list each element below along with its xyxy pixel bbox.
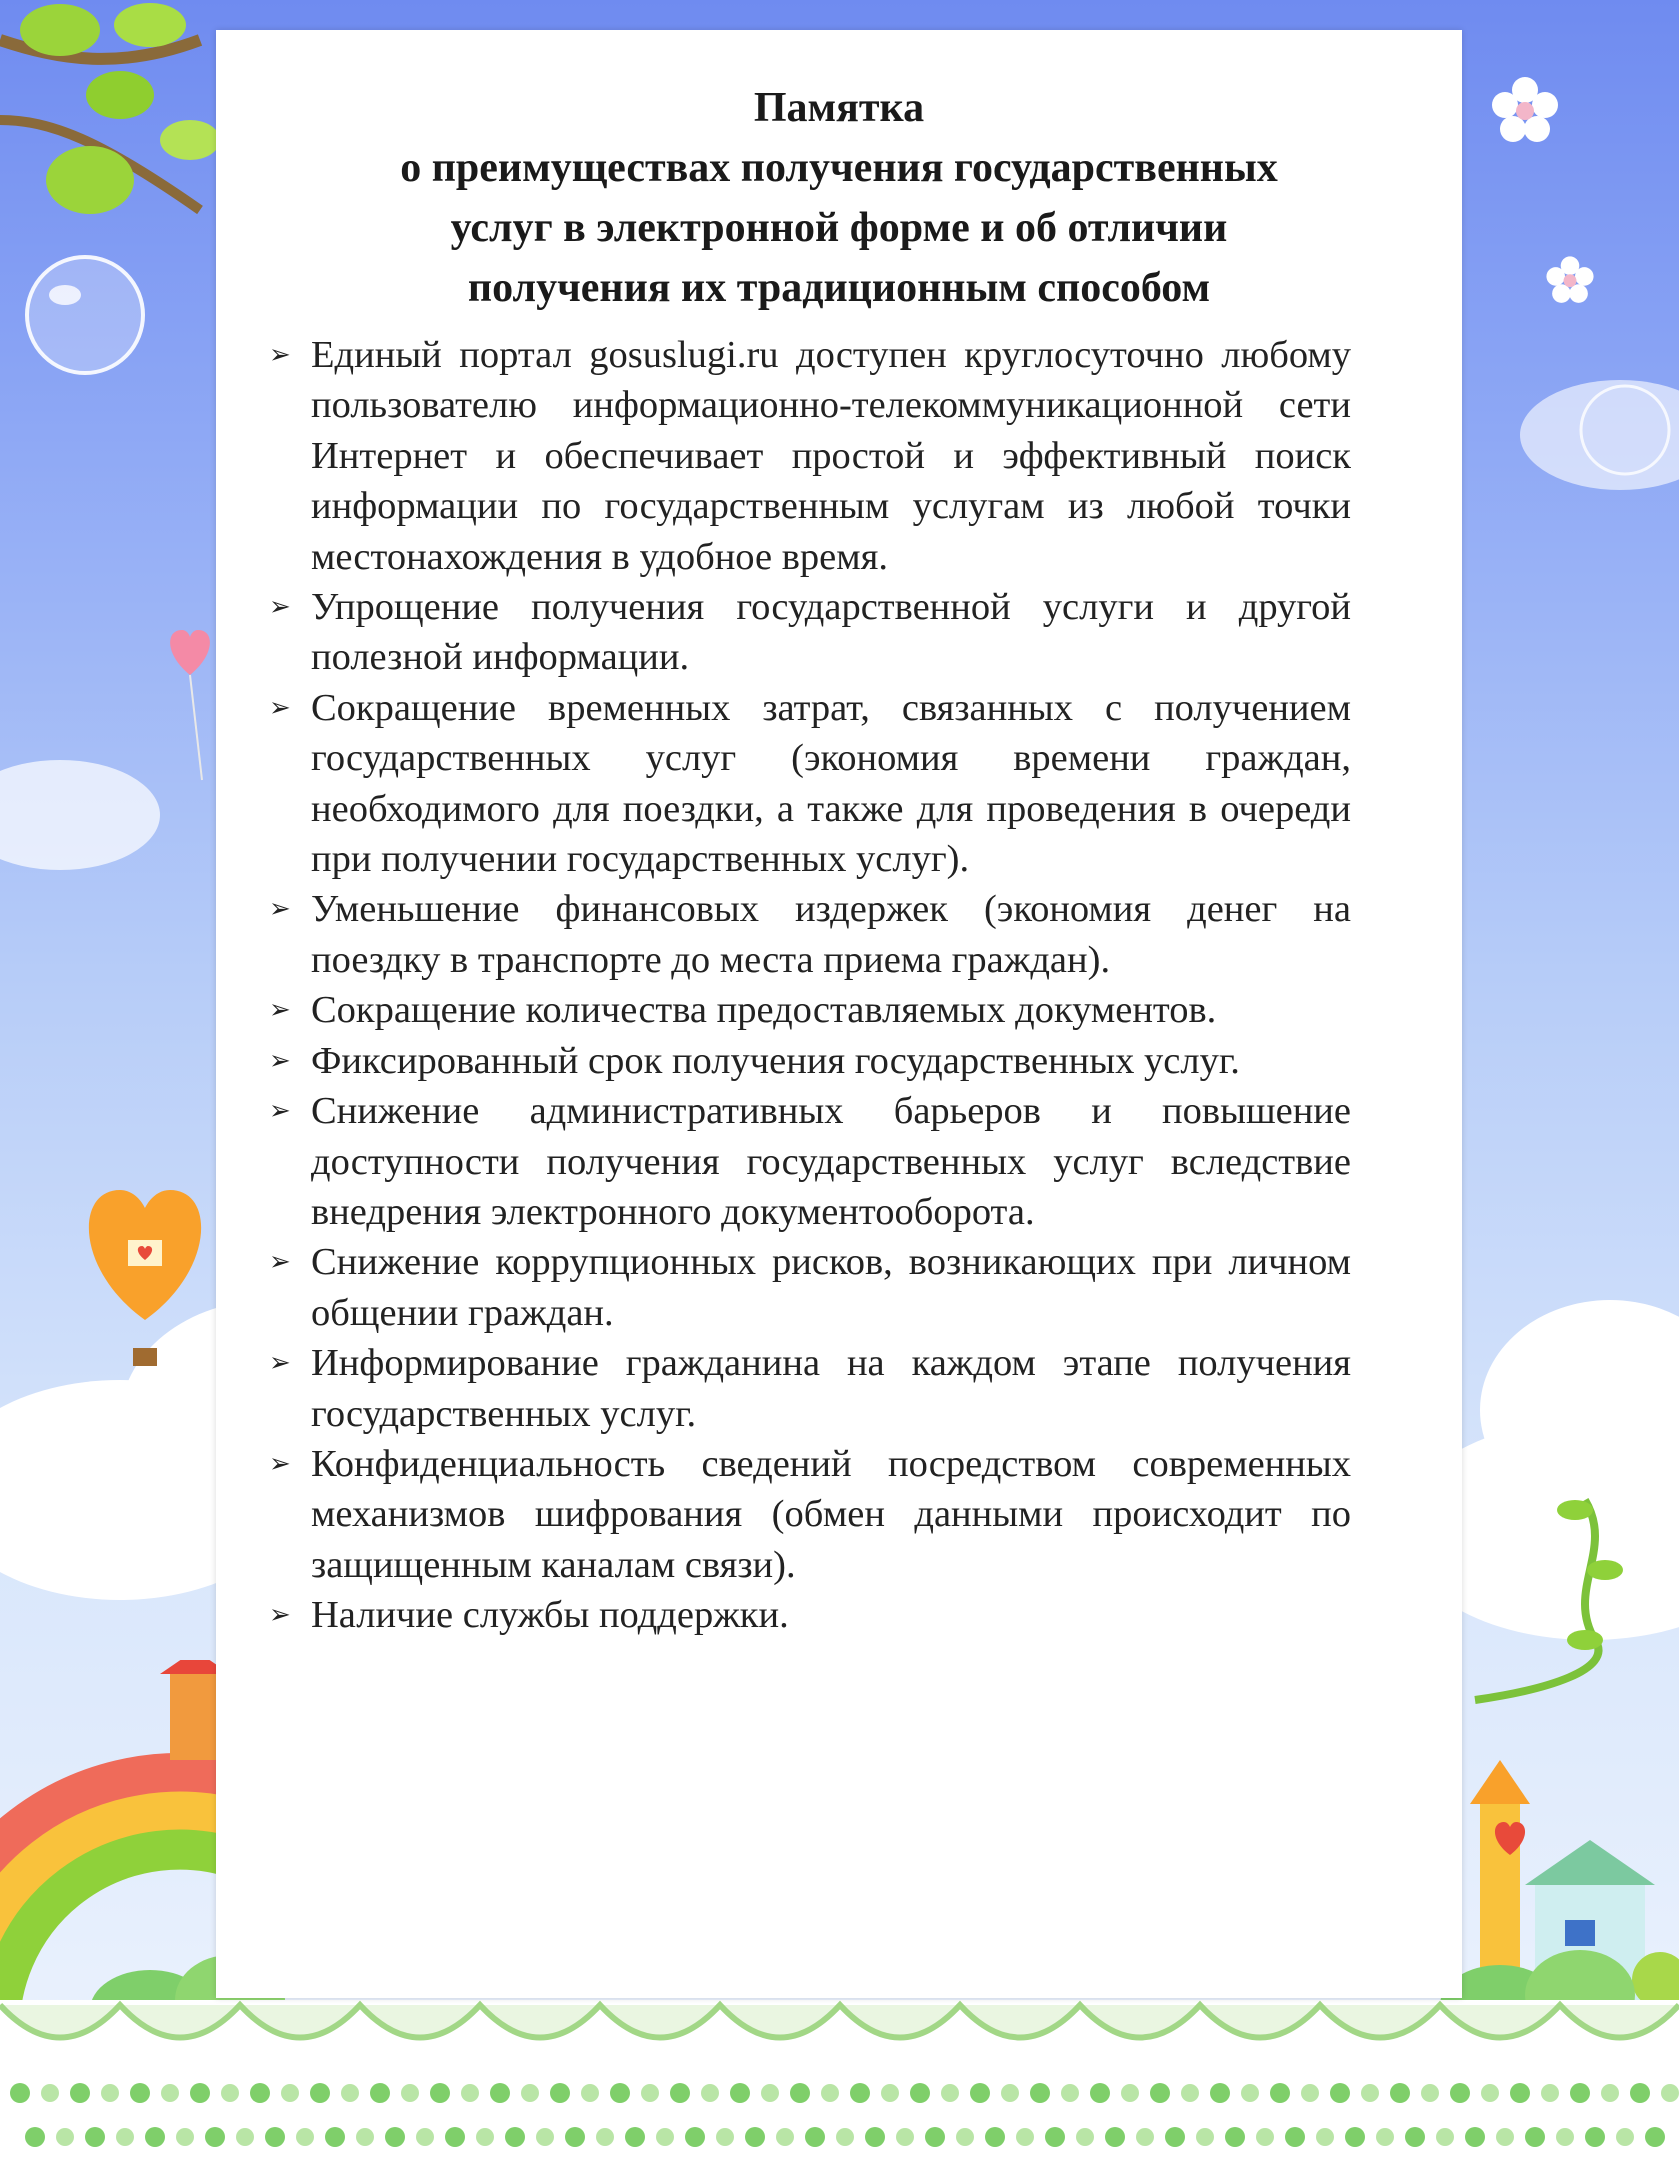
scallop-border-decoration <box>0 1995 1679 2075</box>
heart-balloon-decoration <box>160 625 220 785</box>
arrow-bullet-icon: ➢ <box>269 340 291 369</box>
arrow-bullet-icon: ➢ <box>269 894 291 924</box>
list-item <box>269 1237 1351 1338</box>
cloud <box>0 760 160 870</box>
arrow-bullet-icon: ➢ <box>269 592 291 622</box>
arrow-bullet-icon: ➢ <box>269 1600 291 1630</box>
arrow-bullet-icon: ➢ <box>269 1247 291 1277</box>
vine-decoration <box>1465 1490 1645 1710</box>
flower-decoration <box>1490 75 1560 145</box>
list-item <box>269 1439 1351 1590</box>
memo-title-line: о преимуществах получения государственных <box>400 145 1278 191</box>
list-item-text: Конфиденциальность сведений посредством современных механизмов шифрования (обмен данными происходит по защищенным каналам связи). <box>311 1442 1351 1586</box>
list-item-text: Единый портал gosuslugi.ru доступен круглосуточно любому пользователю информационно-телекоммуникационной сети Интернет и обеспечивает простой и эффективный поиск информации по государственным услугам из любой точки местонахождения в удобное время. <box>311 334 1351 578</box>
list-item <box>269 1036 1351 1086</box>
list-item <box>269 1590 1351 1640</box>
list-item-text: Наличие службы поддержки. <box>311 1594 789 1637</box>
list-item-text: Снижение административных барьеров и повышение доступности получения государственных услуг вследствие внедрения электронного документооборота. <box>311 1090 1351 1233</box>
list-item-text: Упрощение получения государственной услуги и другой полезной информации. <box>311 586 1351 679</box>
list-item-text: Фиксированный срок получения государственных услуг. <box>311 1039 1240 1082</box>
list-item-text: Снижение коррупционных рисков, возникающих при личном общении граждан. <box>311 1241 1351 1334</box>
list-item <box>269 582 1351 683</box>
list-item-text: Сокращение количества предоставляемых документов. <box>311 989 1217 1032</box>
arrow-bullet-icon: ➢ <box>269 1096 291 1126</box>
ring-decoration <box>1575 380 1675 480</box>
bubble-decoration <box>20 250 150 380</box>
list-item-text: Сокращение временных затрат, связанных с получением государственных услуг (экономия времени граждан, необходимого для поездки, а также для проведения в очереди при получении государственных услуг). <box>311 686 1351 881</box>
heart-balloon-decoration <box>65 1170 225 1370</box>
list-item <box>269 1338 1351 1439</box>
list-item <box>269 683 1351 885</box>
memo-sheet <box>216 30 1462 1998</box>
arrow-bullet-icon: ➢ <box>269 1448 291 1478</box>
memo-title-line: получения их традиционным способом <box>467 265 1211 311</box>
list-item <box>269 1086 1351 1237</box>
arrow-bullet-icon: ➢ <box>269 1045 291 1075</box>
dot-border-decoration <box>0 2075 1679 2160</box>
list-item <box>269 985 1351 1035</box>
list-item <box>269 884 1351 985</box>
memo-title-line: услуг в электронной форме и об отличии <box>450 205 1228 251</box>
arrow-bullet-icon: ➢ <box>269 995 291 1025</box>
advantages-list <box>269 330 1351 1641</box>
flower-decoration <box>1545 255 1595 305</box>
list-item-text: Информирование гражданина на каждом этапе получения государственных услуг. <box>311 1342 1351 1435</box>
memo-title <box>216 78 1462 318</box>
arrow-bullet-icon: ➢ <box>269 692 291 722</box>
memo-title-line: Памятка <box>753 85 925 131</box>
arrow-bullet-icon: ➢ <box>269 1348 291 1378</box>
list-item <box>269 330 1351 582</box>
list-item-text: Уменьшение финансовых издержек (экономия денег на поездку в транспорте до места приема граждан). <box>311 888 1351 981</box>
